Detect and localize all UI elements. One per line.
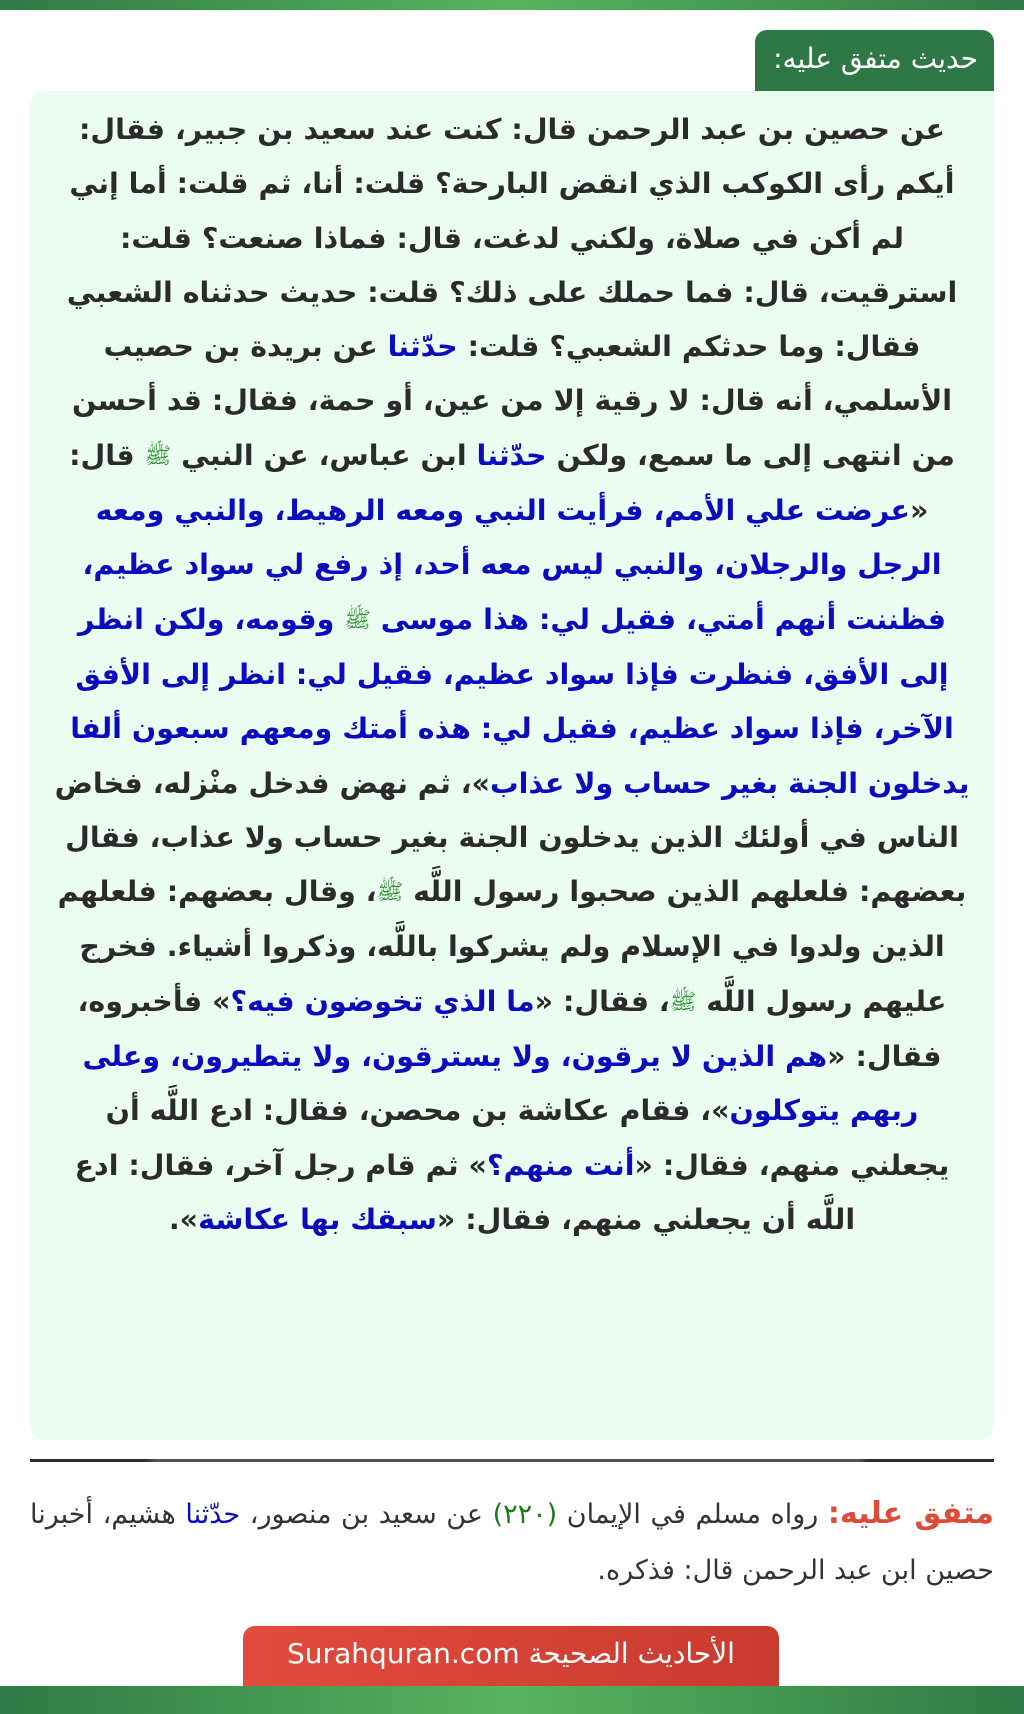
salla-allah-icon: ﷺ xyxy=(144,443,172,469)
section-divider xyxy=(30,1459,994,1462)
source-narration-word: حدّثنا xyxy=(185,1499,241,1530)
prophetic-quote-segment: أنت منهم؟ xyxy=(486,1148,635,1182)
hadith-text-box xyxy=(30,91,994,1440)
hadith-title-tab xyxy=(755,30,994,91)
narration-segment: عن بريدة بن حصيب الأسلمي، أنه قال: لا رقية إلا من عين، أو حمة، فقال: قد أحسن من انتهى إلى ما سمع، ولكن xyxy=(71,330,955,472)
salla-allah-icon: ﷺ xyxy=(376,880,404,906)
prophetic-quote-segment: حدّثنا xyxy=(387,330,458,364)
narration-segment: ، وقال بعضهم: فلعلهم الذين ولدوا في الإسلام ولم يشركوا باللَّه، وذكروا أشياء. فخرج عليهم رسول اللَّه xyxy=(57,875,947,1018)
salla-allah-icon: ﷺ xyxy=(669,989,697,1015)
narration-segment: » فأخبروه، فقال: « xyxy=(77,984,942,1074)
prophetic-quote-segment: عرضت علي الأمم، فرأيت النبي ومعه الرهيط، والنبي ومعه الرجل والرجلان، والنبي ليس معه أحد، إذ رفع لي سواد عظيم، فظننت أنهم أمتي، فقيل لي: هذا موسى xyxy=(82,494,947,636)
prophetic-quote-segment: حدّثنا xyxy=(476,438,547,472)
narration-segment: »، ثم نهض فدخل منْزله، فخاض الناس في أولئك الذين يدخلون الجنة بغير حساب ولا عذاب، فقال بعضهم: فلعلهم الذين صحبوا رسول اللَّه xyxy=(54,766,967,909)
source-label: متفق عليه: xyxy=(827,1496,994,1531)
site-brand-label: الأحاديث الصحيحة Surahquran.com xyxy=(287,1637,735,1670)
hadith-number: (٢٢٠) xyxy=(492,1499,558,1530)
prophetic-quote-segment: ما الذي تخوضون فيه؟ xyxy=(230,984,535,1018)
narration-segment: » ثم قام رجل آخر، فقال: ادع اللَّه أن يجعلني منهم، فقال: « xyxy=(74,1148,856,1236)
source-text-3: هشيم، أخبرنا حصين ابن عبد الرحمن قال: فذكره. xyxy=(30,1499,994,1586)
source-citation xyxy=(30,1486,994,1599)
top-green-bar xyxy=(0,0,1024,10)
narration-segment: ابن عباس، عن النبي xyxy=(171,438,477,472)
hadith-body xyxy=(52,103,972,1247)
prophetic-quote-segment: هم الذين لا يرقون، ولا يسترقون، ولا يتطيرون، وعلى ربهم يتوكلون xyxy=(82,1040,919,1128)
narration-segment: ». xyxy=(168,1202,199,1236)
source-text-1: رواه مسلم في الإيمان xyxy=(557,1499,828,1530)
narration-segment: ، فقال: « xyxy=(534,984,670,1018)
source-text-2: عن سعيد بن منصور، xyxy=(240,1499,493,1530)
narration-segment: »، فقام عكاشة بن محصن، فقال: ادع اللَّه أن يجعلني منهم، فقال: « xyxy=(105,1094,950,1182)
site-brand-button[interactable] xyxy=(243,1626,779,1686)
salla-allah-icon: ﷺ xyxy=(344,607,371,633)
prophetic-quote-segment: سبقك بها عكاشة xyxy=(198,1202,437,1236)
narration-segment: عن حصين بن عبد الرحمن قال: كنت عند سعيد بن جبير، فقال: أيكم رأى الكوكب الذي انقض البارحة؟ قلت: أنا، ثم قلت: أما إني لم أكن في صلاة، ولكني لدغت، قال: فماذا صنعت؟ قلت: استرقيت، قال: فما حملك على ذلك؟ قلت: حديث حدثناه الشعبي فقال: وما حدثكم الشعبي؟ قلت: xyxy=(66,113,958,364)
narration-segment: قال: « xyxy=(69,438,929,528)
bottom-green-bar xyxy=(0,1686,1024,1714)
prophetic-quote-segment: وقومه، ولكن انظر إلى الأفق، فنظرت فإذا سواد عظيم، فقيل لي: انظر إلى الأفق الآخر، فإذا سواد عظيم، فقيل لي: هذه أمتك ومعهم سبعون ألفا يدخلون الجنة بغير حساب ولا عذاب xyxy=(70,602,970,800)
hadith-title: حديث متفق عليه: xyxy=(773,42,978,75)
